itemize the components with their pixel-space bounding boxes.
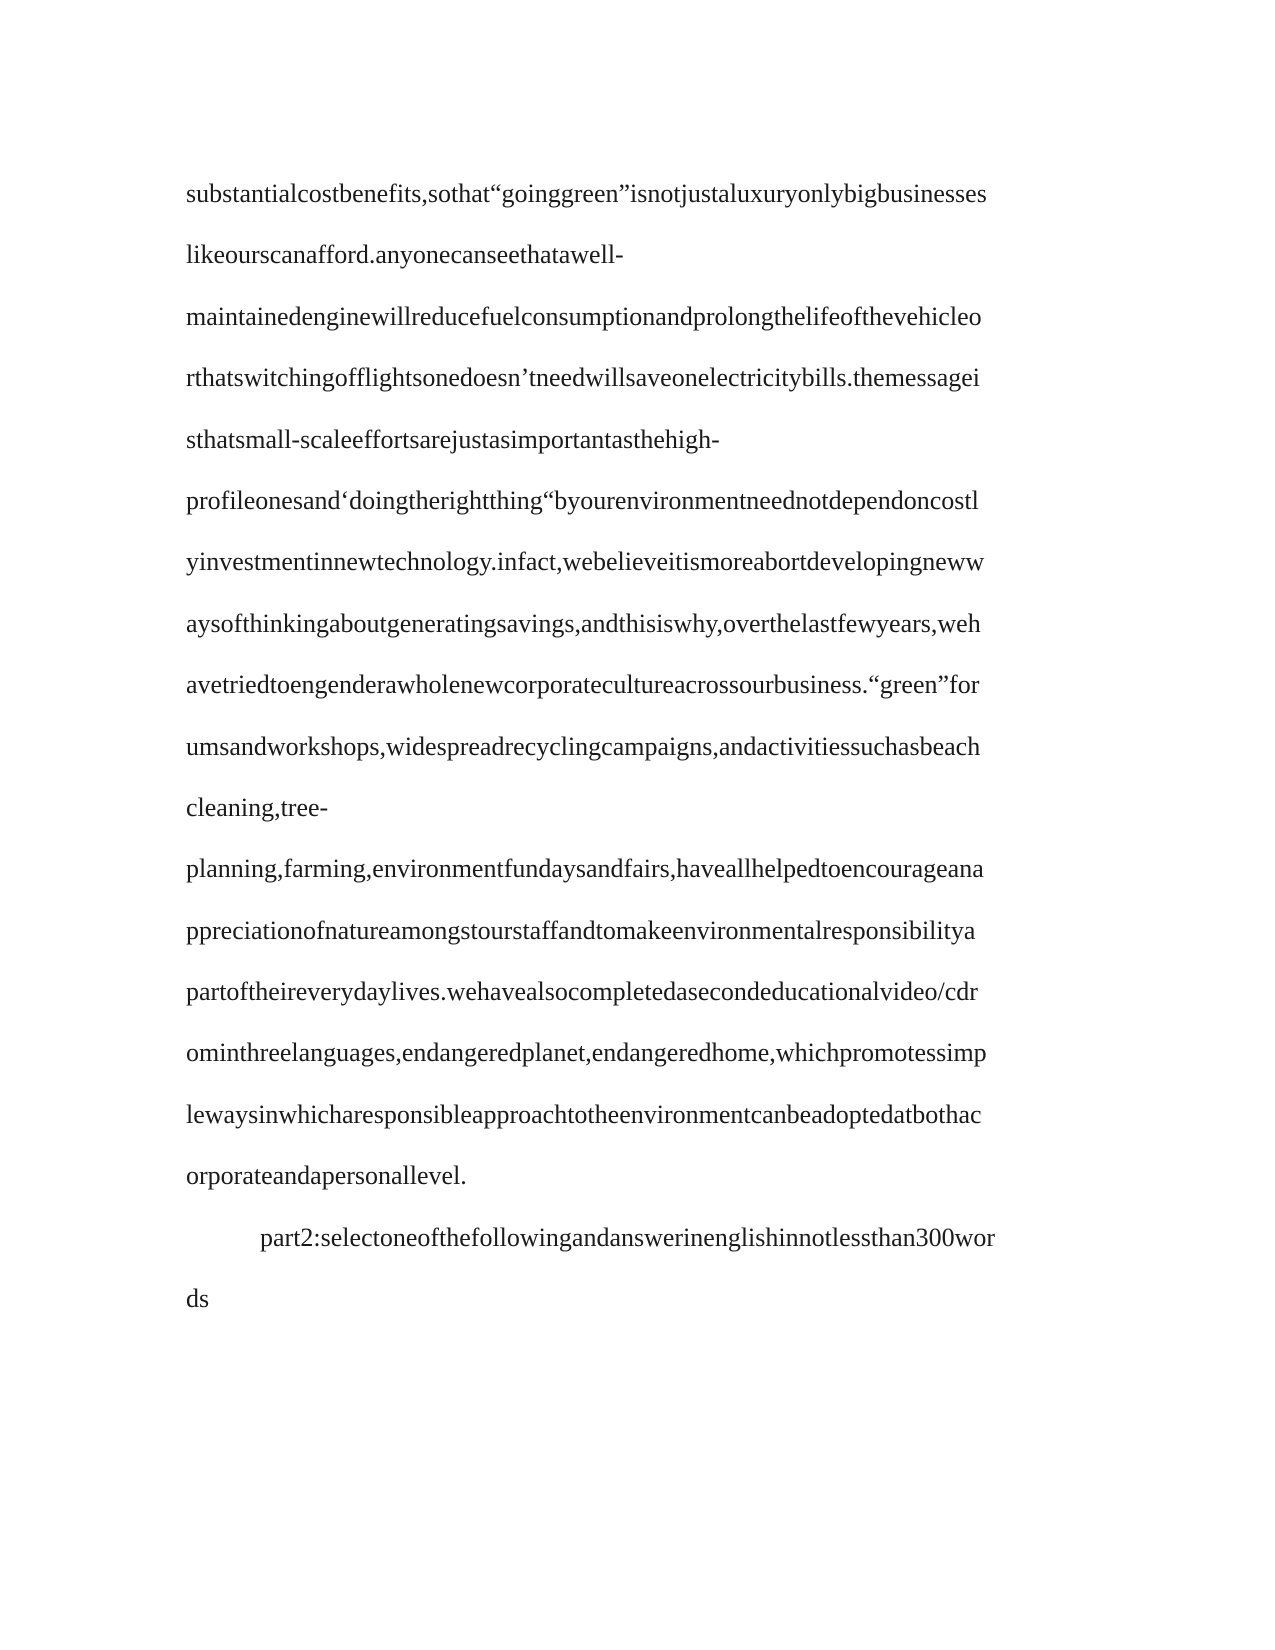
text-line: ominthreelanguages,endangeredplanet,endangeredhome,whichpromotessimp — [186, 1038, 987, 1068]
text-line: maintainedenginewillreducefuelconsumptionandprolongthelifeofthevehicleo — [186, 301, 982, 331]
text-line: lewaysinwhicharesponsibleapproachtotheenvironmentcanbeadoptedatbothac — [186, 1099, 982, 1129]
part2-heading: part2:selectoneofthefollowingandanswerinenglishinnotlessthan300wor — [260, 1222, 996, 1252]
text-line: planning,farming,environmentfundaysandfairs,haveallhelpedtoencourageana — [186, 854, 984, 884]
text-line: rthatswitchingofflightsonedoesn’tneedwillsaveonelectricitybills.themessagei — [186, 363, 981, 393]
part2-heading-continuation: ds — [186, 1284, 210, 1314]
text-line: profileonesand‘doingtherightthing“byourenvironmentneednotdependoncostl — [186, 485, 979, 515]
text-line: substantialcostbenefits,sothat“goinggreen”isnotjustaluxuryonlybigbusinesses — [186, 179, 987, 208]
text-line: sthatsmall-scaleeffortsarejustasimportantasthehigh- — [186, 424, 720, 454]
body-text — [186, 163, 1086, 1329]
text-line: yinvestmentinnewtechnology.infact,webelieveitismoreabortdevelopingneww — [186, 547, 985, 577]
text-line: cleaning,tree- — [186, 792, 329, 822]
text-line: partoftheireverydaylives.wehavealsocompletedasecondeducationalvideo/cdr — [186, 977, 978, 1007]
text-line: avetriedtoengenderawholenewcorporatecultureacrossourbusiness.“green”for — [186, 670, 980, 700]
text-line: aysofthinkingaboutgeneratingsavings,andthisiswhy,overthelastfewyears,weh — [186, 608, 981, 638]
text-line: umsandworkshops,widespreadrecyclingcampaigns,andactivitiessuchasbeach — [186, 731, 981, 761]
text-line: likeourscanafford.anyonecanseethatawell- — [186, 240, 624, 270]
text-line: ppreciationofnatureamongstourstaffandtomakeenvironmentalresponsibilitya — [186, 915, 976, 945]
text-line: orporateandapersonallevel. — [186, 1161, 467, 1191]
